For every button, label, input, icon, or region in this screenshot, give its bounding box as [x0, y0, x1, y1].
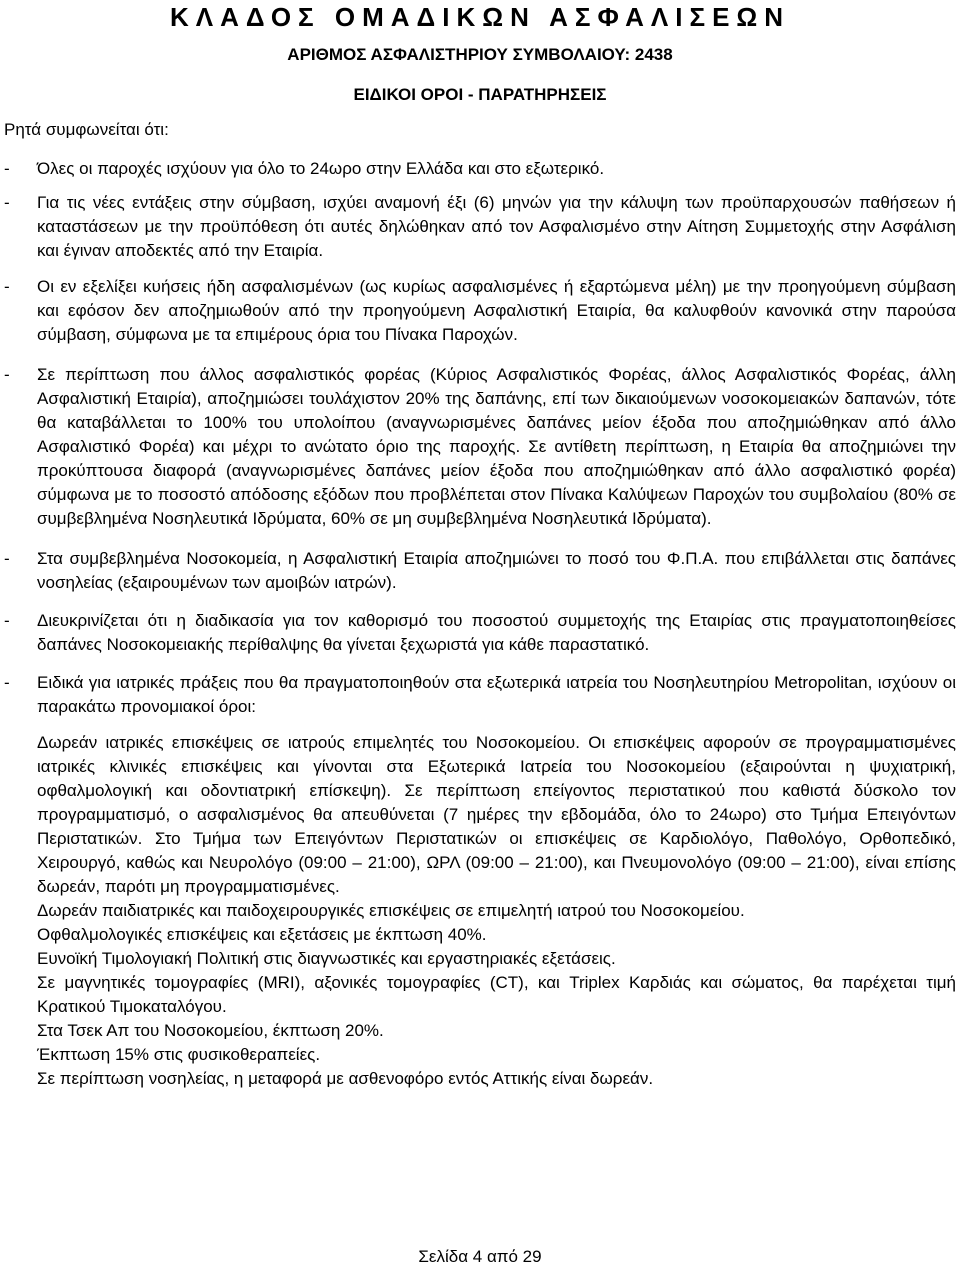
list-item-text: Όλες οι παροχές ισχύουν για όλο το 24ωρο στην Ελλάδα και στο εξωτερικό. — [37, 159, 605, 178]
list-item-text: Οι εν εξελίξει κυήσεις ήδη ασφαλισμένων (ως κυρίως ασφαλισμένες ή εξαρτώμενα μέλη) με την προηγούμενη σύμβαση και εφόσον δεν αποζημιωθούν από την προηγούμενη Ασφαλιστική Εταιρία, θα καλυφθούν κανονικά στην παρούσα σύμβαση, σύμφωνα με τα επιμέρους όρια του Πίνακα Παροχών. — [37, 277, 956, 344]
list-item-text: Σε περίπτωση που άλλος ασφαλιστικός φορέας (Κύριος Ασφαλιστικός Φορέας, άλλος Ασφαλιστικός Φορέας, άλλη Ασφαλιστική Εταιρία), αποζημιώσει τουλάχιστον 20% της δαπάνης, επί των δικαιούμενων νοσοκομειακών δαπανών, τότε θα καταβάλλεται το 100% του υπολοίπου (αναγνωρισμένες δαπάνες μείον έξοδα που αποζημιώθηκαν από άλλο Ασφαλιστικό Φορέα) και μέχρι το ανώτατο όριο της παροχής. Σε αντίθετη περίπτωση, η Εταιρία θα αποζημιώνει την προκύπτουσα διαφορά (αναγνωρισμένες δαπάνες μείον έξοδα που αποζημιώθηκαν από άλλο ασφαλιστικό φορέα) σύμφωνα με το ποσοστό απόδοσης εξόδων που προβλέπεται στον Πίνακα Καλύψεων Παροχών του συμβολαίου (80% σε συμβεβλημένα Νοσηλευτικά Ιδρύματα, 60% σε μη συμβεβλημένα Νοσηλευτικά Ιδρύματα). — [37, 365, 956, 528]
section-title: ΕΙΔΙΚΟΙ ΟΡΟΙ - ΠΑΡΑΤΗΡΗΣΕΙΣ — [353, 85, 607, 104]
bullet-dash: - — [4, 365, 10, 384]
bullet-dash: - — [4, 673, 10, 692]
list-item-text: Διευκρινίζεται ότι η διαδικασία για τον καθορισμό του ποσοστού συμμετοχής της Εταιρίας στις πραγματοποιηθείσες δαπάνες Νοσοκομειακής περίθαλψης θα γίνεται ξεχωριστά για κάθε παραστατικό. — [37, 611, 956, 654]
list-item — [4, 191, 956, 263]
list-item-text: Για τις νέες εντάξεις στην σύμβαση, ισχύει αναμονή έξι (6) μηνών για την κάλυψη των προϋπαρχουσών παθήσεων ή καταστάσεων με την προϋπόθεση ότι αυτές δηλώθηκαν από τον Ασφαλισμένο στην Αίτηση Συμμετοχής στην Ασφάλιση και έγιναν αποδεκτές από την Εταιρία. — [37, 193, 956, 260]
bullet-dash: - — [4, 277, 10, 296]
intro-text: Ρητά συμφωνείται ότι: — [4, 120, 169, 139]
list-item — [4, 275, 956, 347]
list-item — [4, 157, 956, 181]
privilege-line: Ευνοϊκή Τιμολογιακή Πολιτική στις διαγνωστικές και εργαστηριακές εξετάσεις. — [37, 949, 616, 968]
bullet-dash: - — [4, 159, 10, 178]
privilege-line: Στα Τσεκ Απ του Νοσοκομείου, έκπτωση 20%. — [37, 1021, 384, 1040]
list-item — [4, 671, 956, 719]
privilege-line: Σε μαγνητικές τομογραφίες (MRI), αξονικές τομογραφίες (CT), και Triplex Καρδιάς και σώματος, θα παρέχεται τιμή Κρατικού Τιμοκαταλόγου. — [37, 973, 956, 1016]
list-item — [4, 547, 956, 595]
privilege-line: Έκπτωση 15% στις φυσικοθεραπείες. — [37, 1045, 321, 1064]
page-number: Σελίδα 4 από 29 — [418, 1247, 542, 1266]
page-title: ΚΛΑΔΟΣ ΟΜΑΔΙΚΩΝ ΑΣΦΑΛΙΣΕΩΝ — [169, 2, 791, 32]
privilege-line: Σε περίπτωση νοσηλείας, η μεταφορά με ασθενοφόρο εντός Αττικής είναι δωρεάν. — [37, 1069, 654, 1088]
privilege-line: Οφθαλμολογικές επισκέψεις και εξετάσεις με έκπτωση 40%. — [37, 925, 487, 944]
list-item-text: Στα συμβεβλημένα Νοσοκομεία, η Ασφαλιστική Εταιρία αποζημιώνει το ποσό του Φ.Π.Α. που επιβάλλεται στις δαπάνες νοσηλείας (εξαιρουμένων των αμοιβών ιατρών). — [37, 549, 956, 592]
privilege-line: Δωρεάν ιατρικές επισκέψεις σε ιατρούς επιμελητές του Νοσοκομείου. Οι επισκέψεις αφορούν σε προγραμματισμένες ιατρικές κλινικές επισκέψεις και γίνονται στα Εξωτερικά Ιατρεία του Νοσοκομείου (εξαιρούνται η ψυχιατρική, οφθαλμολογική και οδοντιατρική επίσκεψη). Σε περίπτωση επείγοντος περιστατικού που καθιστά δύσκολο τον προγραμματισμό, ο ασφαλισμένος θα απευθύνεται (7 ημέρες την εβδομάδα, όλο το 24ωρο) στο Τμήμα Επειγόντων Περιστατικών. Στο Τμήμα των Επειγόντων Περιστατικών οι επισκέψεις σε Καρδιολόγο, Παθολόγο, Ορθοπεδικό, Χειρουργό, καθώς και Νευρολόγο (09:00 – 21:00), ΩΡΛ (09:00 – 21:00), και Πνευμονολόγο (09:00 – 21:00), είναι επίσης δωρεάν, παρότι μη προγραμματισμένες. — [37, 733, 956, 896]
list-item — [4, 363, 956, 531]
privilege-line: Δωρεάν παιδιατρικές και παιδοχειρουργικές επισκέψεις σε επιμελητή ιατρού του Νοσοκομείου. — [37, 901, 745, 920]
privileges-block — [4, 731, 956, 1091]
terms-content — [4, 157, 956, 1091]
bullet-dash: - — [4, 193, 10, 212]
contract-number: ΑΡΙΘΜΟΣ ΑΣΦΑΛΙΣΤΗΡΙΟΥ ΣΥΜΒΟΛΑΙΟΥ: 2438 — [287, 45, 673, 64]
list-item — [4, 609, 956, 657]
list-item-text: Ειδικά για ιατρικές πράξεις που θα πραγματοποιηθούν στα εξωτερικά ιατρεία του Νοσηλευτηρίου Metropolitan, ισχύουν οι παρακάτω προνομιακοί όροι: — [37, 673, 956, 716]
bullet-dash: - — [4, 611, 10, 630]
bullet-dash: - — [4, 549, 10, 568]
